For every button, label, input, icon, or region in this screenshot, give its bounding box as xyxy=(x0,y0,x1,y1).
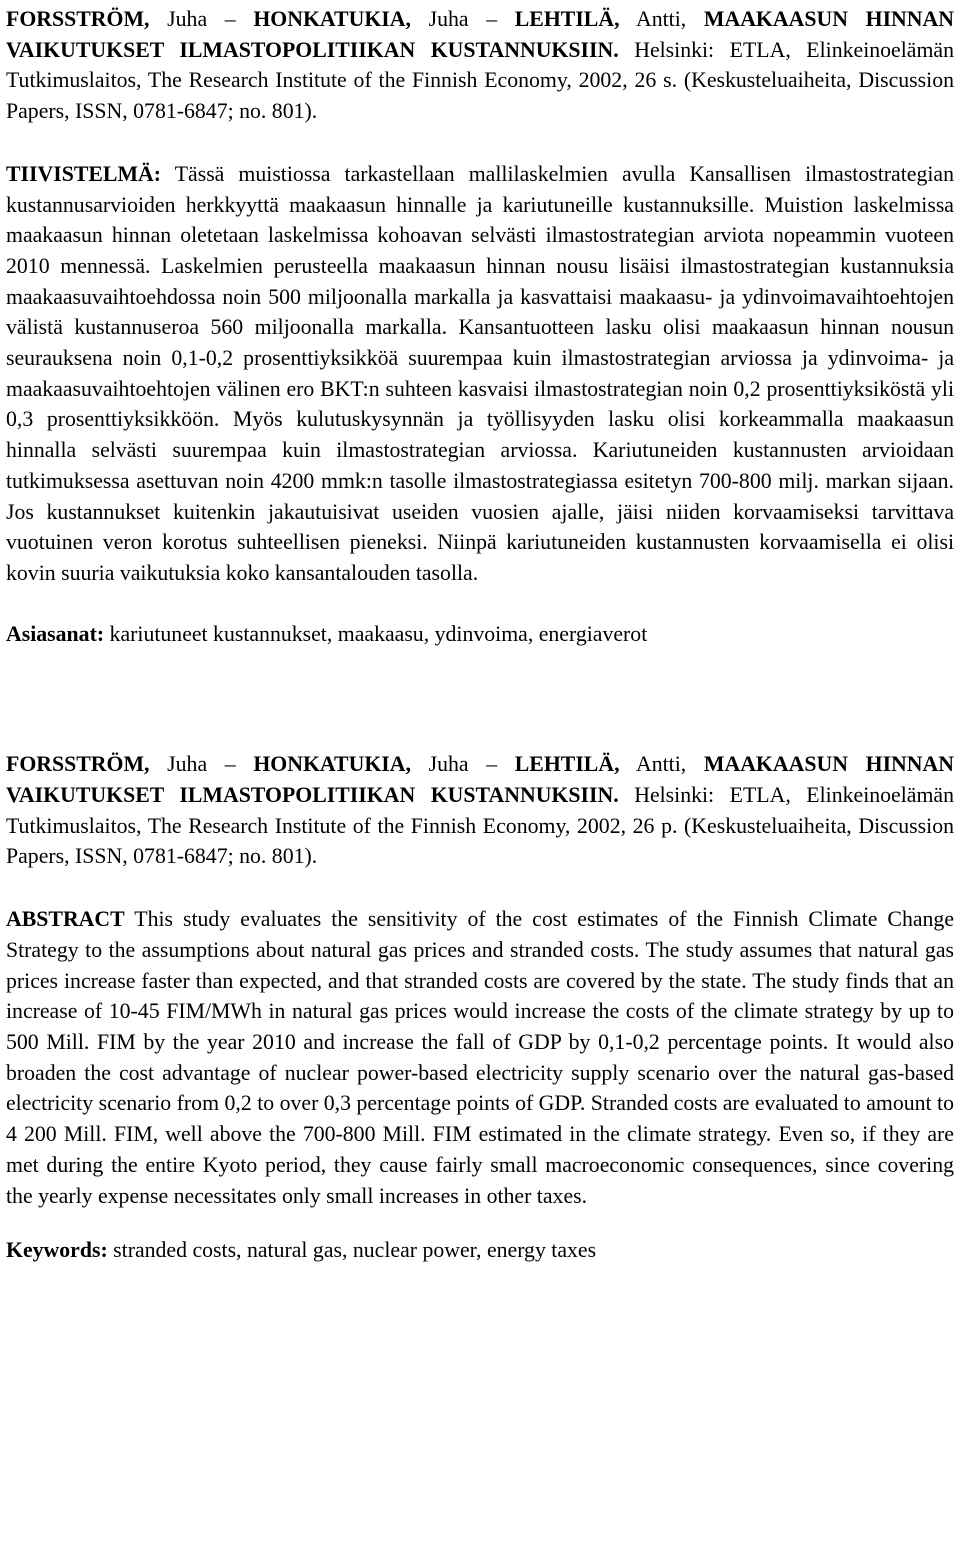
author-2-surname: HONKATUKIA, xyxy=(253,752,411,777)
document-page xyxy=(6,0,954,1266)
english-citation xyxy=(6,749,954,872)
author-1-given-name: Juha – xyxy=(149,7,254,31)
author-2-given-name: Juha – xyxy=(410,7,515,31)
author-3-surname: LEHTILÄ, xyxy=(514,752,620,777)
author-3-given-name: Antti, xyxy=(619,7,704,31)
author-2-surname: HONKATUKIA, xyxy=(253,7,411,31)
abstract-body: This study evaluates the sensitivity of the cost estimates of the Finnish Climate Change Strategy to the assumptions about natural gas prices and stranded costs. The study assumes that natural gas prices increase faster than expected, and that stranded costs are covered by the state. The study finds that an increase of 10-45 FIM/MWh in natural gas prices would increase the costs of the climate strategy by up to 500 Mill. FIM by the year 2010 and increase the fall of GDP by 0,1-0,2 percentage points. It would also broaden the cost advantage of nuclear power-based electricity supply scenario over the natural gas-based electricity scenario from 0,2 to over 0,3 percentage points of GDP. Stranded costs are evaluated to amount to 4 200 Mill. FIM, well above the 700-800 Mill. FIM estimated in the climate strategy. Even so, if they are met during the entire Kyoto period, they cause fairly small macroeconomic consequences, since covering the yearly expense necessitates only small increases in other taxes. xyxy=(6,907,954,1208)
english-keywords xyxy=(6,1235,954,1266)
finnish-citation xyxy=(6,4,954,127)
publication-details: Helsinki: ETLA, Elinkeinoelämän Tutkimuslaitos, The Research Institute of the Finnish Economy, 2002, 26 p. (Keskusteluaiheita, Discussion Papers, ISSN, 0781-6847; no. 801). xyxy=(6,783,954,869)
abstract-heading: ABSTRACT xyxy=(6,907,125,932)
publication-title: MAAKAASUN HINNAN VAIKUTUKSET ILMASTOPOLITIIKAN KUSTANNUKSIIN. xyxy=(6,7,955,62)
author-1-given-name: Juha – xyxy=(149,752,254,777)
author-1-surname: FORSSTRÖM, xyxy=(6,752,150,777)
author-3-surname: LEHTILÄ, xyxy=(514,7,620,31)
abstract-body: Tässä muistiossa tarkastellaan mallilaskelmien avulla Kansallisen ilmastostrategian kustannusarvioiden herkkyyttä maakaasun hinnalle ja kariutuneille kustannuksille. Muistion laskelmissa maakaasun hinnan oletetaan laskelmissa kohoavan selvästi ilmastostrategian arviota nopeammin vuoteen 2010 mennessä. Laskelmien perusteella maakaasun hinnan nousu lisäisi ilmastostrategian kustannuksia maakaasuvaihtoehdossa noin 500 miljoonalla markalla ja kasvattaisi maakaasu- ja ydinvoimavaihtoehtojen välistä kustannuseroa 560 miljoonalla markalla. Kansantuotteen lasku olisi maakaasun hinnan nousun seurauksena noin 0,1-0,2 prosenttiyksikköä suurempaa kuin ilmastostrategian arviossa ja ydinvoima- ja maakaasuvaihtoehtojen välinen ero BKT:n suhteen kasvaisi ilmastostrategian noin 0,2 prosenttiyksiköstä yli 0,3 prosenttiyksikköön. Myös kulutuskysynnän ja työllisyyden lasku olisi korkeammalla maakaasun hinnalla selvästi suurempaa kuin ilmastostrategian arviossa. Kariutuneiden kustannusten arvioidaan tutkimuksessa asettuvan noin 4200 mmk:n tasolle ilmastostrategiassa esitetyn 700-800 milj. markan sijaan. Jos kustannukset kuitenkin jakautuisivat useiden vuosien ajalle, jäisi niiden korvaamiseksi tarvittava vuotuinen veron korotus suhteellisen pieneksi. Niinpä kariutuneiden kustannusten korvaamisella ei olisi kovin suuria vaikutuksia koko kansantalouden tasolla. xyxy=(6,161,954,585)
publication-details: Helsinki: ETLA, Elinkeinoelämän Tutkimuslaitos, The Research Institute of the Finnish Economy, 2002, 26 s. (Keskusteluaiheita, Discussion Papers, ISSN, 0781-6847; no. 801). xyxy=(6,37,954,124)
keywords-heading: Keywords: xyxy=(6,1238,108,1263)
author-1-surname: FORSSTRÖM, xyxy=(6,7,150,31)
author-2-given-name: Juha – xyxy=(410,752,515,777)
english-abstract xyxy=(6,904,954,1211)
keywords-list: kariutuneet kustannukset, maakaasu, ydinvoima, energiaverot xyxy=(104,621,648,646)
finnish-abstract xyxy=(6,159,954,589)
publication-title: MAAKAASUN HINNAN VAIKUTUKSET ILMASTOPOLITIIKAN KUSTANNUKSIIN. xyxy=(6,752,955,808)
keywords-heading: Asiasanat: xyxy=(6,621,105,646)
keywords-list: stranded costs, natural gas, nuclear power, energy taxes xyxy=(107,1238,597,1263)
abstract-heading: TIIVISTELMÄ: xyxy=(6,161,162,186)
author-3-given-name: Antti, xyxy=(619,752,704,777)
finnish-keywords xyxy=(6,619,954,650)
